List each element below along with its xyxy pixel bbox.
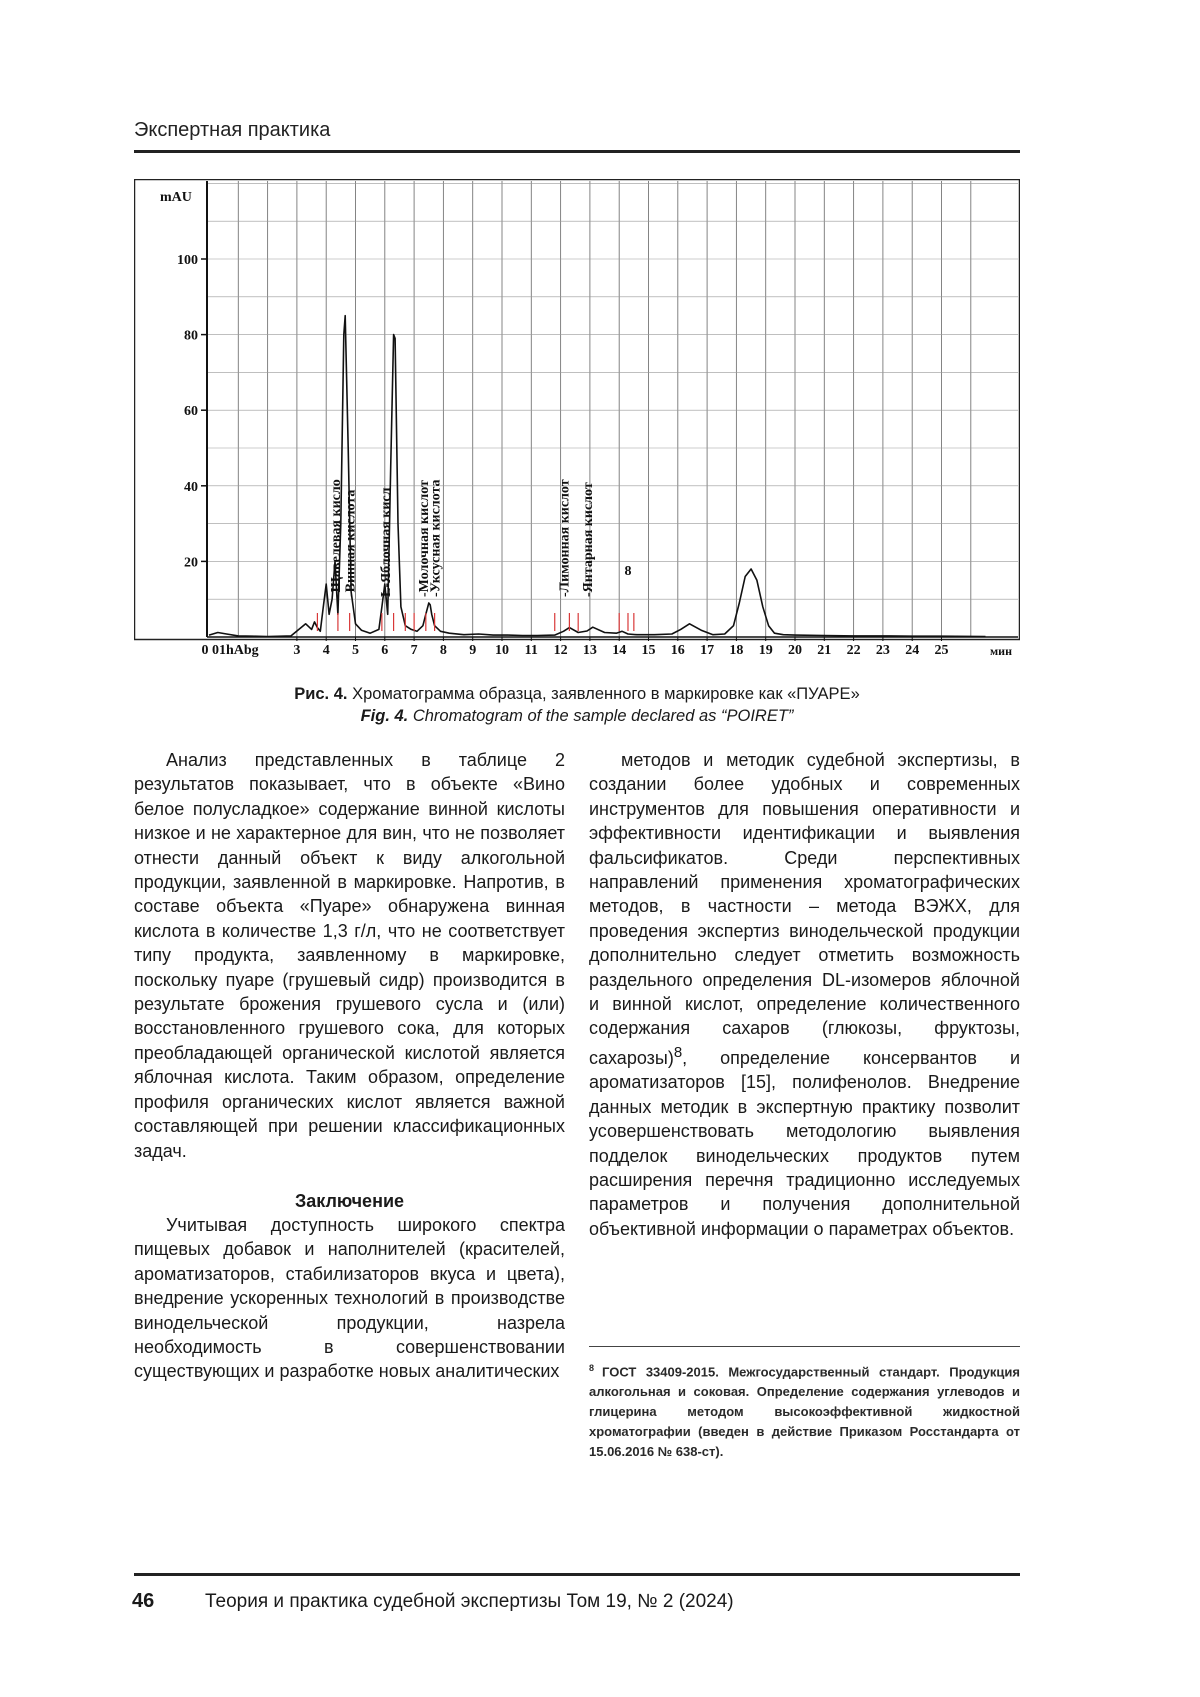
chromatogram-trace	[209, 316, 986, 637]
x-tick-label: 11	[524, 643, 538, 658]
x-tick-label: 19	[758, 643, 773, 658]
peak-label: -Молочная кислот	[416, 480, 432, 597]
y-axis-title: mAU	[160, 190, 192, 205]
journal-title: Теория и практика судебной экспертизы Том 19, № 2 (2024)	[205, 1591, 734, 1612]
right-column	[589, 748, 1020, 1241]
footnote-text: ГОСТ 33409-2015. Межгосударственный стандарт. Продукция алкогольная и соковая. Определение содержания углеводов и глицерина методом высокоэффективной жидкостной хроматографии (введен в действие Приказом Росстандарта от 15.06.2016 № 638-ст).	[589, 1364, 1020, 1460]
footnote-rule	[589, 1346, 1020, 1347]
x-tick-label: 18	[729, 643, 744, 658]
footer-rule	[134, 1573, 1020, 1576]
x-tick-label: 20	[788, 643, 802, 658]
page-number: 46	[132, 1590, 155, 1612]
running-head: Экспертная практика	[134, 119, 331, 141]
x-tick-label: 6	[381, 643, 389, 658]
footnote	[589, 1358, 1020, 1462]
x-tick-label: 23	[875, 643, 890, 658]
x-tick-label: 9	[469, 643, 477, 658]
peak-label: -Лимонная кислот	[557, 479, 573, 597]
section-heading-conclusion: Заключение	[294, 1190, 405, 1211]
y-tick-label: 20	[184, 555, 198, 571]
x-tick-label: 10	[495, 643, 509, 658]
figure-caption	[134, 683, 1020, 727]
y-tick-label: 100	[177, 253, 198, 268]
x-tick-label: 12	[553, 643, 568, 658]
peak-label: -Уксусная кислота	[428, 479, 444, 597]
paragraph-conclusion: Учитывая доступность широкого спектра пищевых добавок и наполнителей (красителей, ароматизаторов, стабилизаторов вкуса и цвета), внедрение ускоренных технологий в производстве винодельческой продукции, назрела необходимость в совершенствовании существующих и разработке новых аналитических	[134, 1214, 565, 1382]
x-tick-label: 17	[700, 643, 715, 658]
x-tick-label: 25	[934, 643, 949, 658]
x-origin-label: 0	[201, 643, 209, 658]
x-tick-label: 24	[905, 643, 920, 658]
chromatogram-chart	[134, 179, 1020, 666]
caption-en-label: Fig. 4.	[360, 707, 409, 725]
x-tick-label: 13	[582, 643, 597, 658]
peak-label: -Щавелевая кисло	[328, 479, 344, 597]
peak-label: 8	[624, 564, 632, 579]
y-tick-label: 60	[184, 404, 198, 420]
peak-label: -Янтарная кислот	[580, 482, 596, 597]
x-tick-label: 22	[846, 643, 861, 658]
caption-ru-label: Рис. 4.	[294, 685, 348, 703]
caption-ru-text: Хроматограмма образца, заявленного в маркировке как «ПУАРЕ»	[347, 685, 860, 703]
header-rule	[134, 150, 1020, 153]
x-tick-label: 5	[352, 643, 359, 658]
paragraph-methods	[589, 748, 1020, 1241]
peak-label: -Винная кислота	[343, 489, 359, 597]
x-tick-label: 8	[439, 643, 447, 658]
footnote-ref: 8	[673, 1043, 683, 1061]
footnote-mark: 8	[589, 1363, 595, 1373]
x-tick-label: 14	[612, 643, 627, 658]
caption-en-text: Chromatogram of the sample declared as “POIRET”	[408, 707, 794, 725]
x-axis-title: мин	[989, 644, 1012, 658]
left-column	[134, 748, 565, 1384]
caption-en	[134, 705, 1020, 727]
x-tick-label: 7	[410, 643, 418, 658]
paragraph-analysis: Анализ представленных в таблице 2 результатов показывает, что в объекте «Вино белое полусладкое» содержание винной кислоты низкое и не характерное для вин, что не позволяет отнести данный объект к виду алкогольной продукции, заявленной в маркировке. Напротив, в составе объекта «Пуаре» обнаружена винная кислота в количестве 1,3 г/л, что не соответствует типу продукта, заявленному в маркировке, поскольку пуаре (грушевый сидр) производится в результате брожения грушевого сусла и (или) восстановленного грушевого сока, для которых преобладающей органической кислотой является яблочная кислота. Таким образом, определение профиля органических кислот является важной составляющей при решении классификационных задач.	[134, 750, 565, 1161]
methods-text-b: , определение консервантов и ароматизаторов [15], полифенолов. Внедрение данных методик в экспертную практику позволит усовершенствовать методологию выявления подделок винодельческих продуктов путем расширения перечня традиционно исследуемых параметров и получения дополнительной объективной информации о параметрах объектов.	[589, 1047, 1020, 1239]
x-tick-label: 21	[817, 643, 832, 658]
y-tick-label: 40	[184, 479, 198, 495]
y-tick-label: 80	[184, 328, 198, 344]
chromatogram-figure	[134, 179, 1020, 666]
x-tick-label: 15	[641, 643, 656, 658]
methods-text-a: методов и методик судебной экспертизы, в создании более удобных и современных инструментов для повышения оперативности и эффективности идентификации и выявления фальсификатов. Среди перспективных направлений применения хроматографических методов, в частности – метода ВЭЖХ, для проведения экспертиз винодельческой продукции дополнительно следует отметить возможность раздельного определения DL-изомеров яблочной и винной кислот, определение количественного содержания сахаров (глюкозы, фруктозы, сахарозы)	[589, 750, 1020, 1068]
x-tick-label: 3	[293, 643, 301, 658]
x-tick-label: 16	[670, 643, 685, 658]
trace-id-label: 01hAbg	[212, 643, 259, 658]
peak-label: L-Яблочная кисл	[378, 487, 394, 597]
caption-ru	[134, 683, 1020, 705]
x-tick-label: 4	[322, 643, 330, 658]
